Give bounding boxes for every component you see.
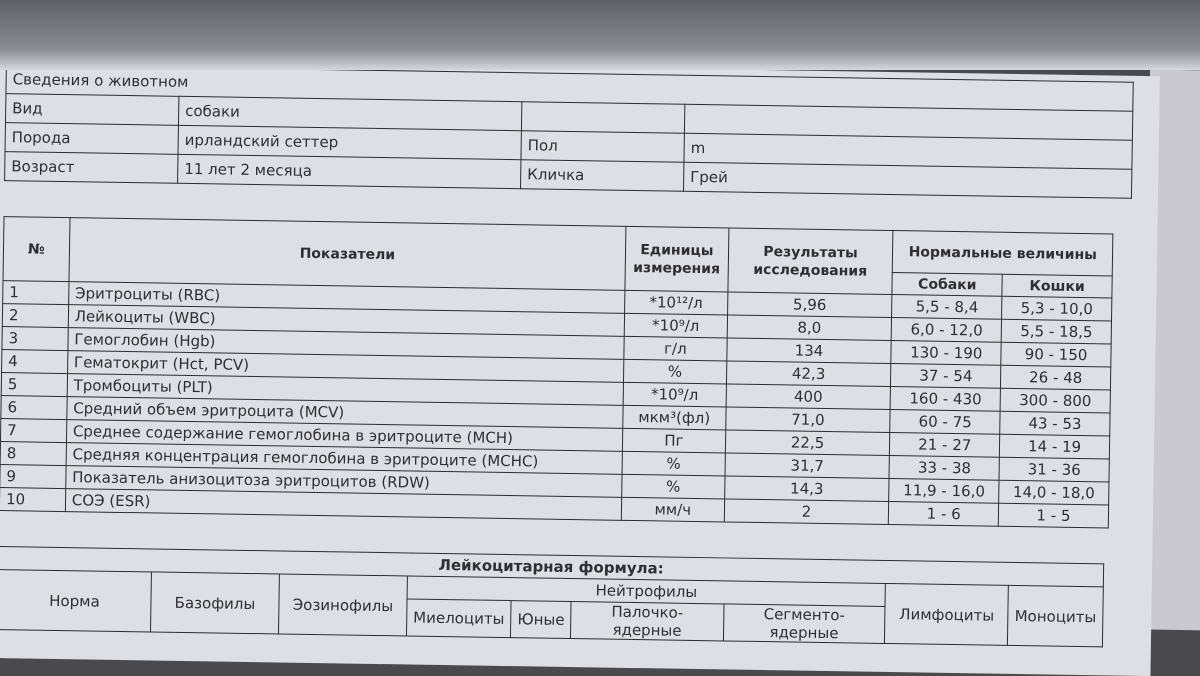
col-neutrophils: Нейтрофилы — [407, 576, 886, 607]
row-number: 3 — [2, 327, 68, 351]
row-norm-dogs: 160 - 430 — [890, 387, 1000, 412]
col-header-results: Результаты исследования — [727, 228, 893, 295]
row-norm-dogs: 130 - 190 — [891, 341, 1001, 366]
row-indicator: Лейкоциты (WBC) — [68, 305, 625, 337]
row-norm-cats: 5,3 - 10,0 — [1002, 296, 1112, 321]
row-norm-dogs: 1 - 6 — [889, 502, 999, 527]
sex-value: m — [684, 133, 1132, 169]
sex-label: Пол — [521, 131, 684, 163]
empty-cell — [521, 102, 684, 134]
row-norm-cats: 26 - 48 — [1001, 365, 1111, 390]
col-header-indicator: Показатели — [69, 218, 626, 291]
row-number: 1 — [3, 281, 69, 305]
row-norm-cats: 5,5 - 18,5 — [1001, 319, 1111, 344]
row-unit: Пг — [623, 428, 726, 453]
row-number: 9 — [0, 465, 66, 489]
breed-value: ирландский сеттер — [178, 125, 521, 159]
row-norm-cats: 14,0 - 18,0 — [999, 480, 1109, 505]
age-label: Возраст — [5, 152, 178, 184]
species-value: собаки — [178, 96, 521, 130]
row-number: 8 — [0, 442, 66, 466]
row-result: 5,96 — [727, 292, 892, 318]
col-lymphocytes: Лимфоциты — [885, 583, 1009, 645]
lab-report-sheet — [0, 58, 1160, 676]
row-unit: *10⁹/л — [623, 382, 726, 407]
row-number: 10 — [0, 488, 66, 512]
row-unit: *10⁹/л — [624, 313, 727, 338]
row-result: 31,7 — [725, 453, 890, 479]
leukocyte-title: Лейкоцитарная формула: — [0, 547, 1104, 587]
col-basophils: Базофилы — [151, 572, 280, 634]
row-result: 22,5 — [725, 430, 890, 456]
row-result: 2 — [724, 499, 889, 525]
row-unit: % — [622, 474, 725, 499]
row-norm-dogs: 5,5 - 8,4 — [892, 295, 1002, 320]
col-header-normal: Нормальные величины — [893, 231, 1113, 276]
col-header-num: № — [3, 217, 70, 282]
col-band: Палочко-ядерные — [571, 602, 724, 641]
row-unit: г/л — [624, 336, 727, 361]
animal-info-header: Сведения о животном — [6, 65, 1133, 112]
blood-test-table — [0, 216, 1113, 528]
row-number: 6 — [1, 396, 67, 420]
row-norm-cats: 1 - 5 — [998, 503, 1108, 528]
row-indicator: СОЭ (ESR) — [65, 489, 622, 521]
row-norm-cats: 43 - 53 — [1000, 411, 1110, 436]
row-number: 2 — [2, 304, 68, 328]
row-number: 5 — [1, 373, 67, 397]
age-value: 11 лет 2 месяца — [178, 154, 521, 188]
animal-info-table — [4, 64, 1134, 199]
row-indicator: Среднее содержание гемоглобина в эритроците (MCH) — [66, 420, 623, 452]
row-unit: % — [622, 451, 725, 476]
row-number: 4 — [2, 350, 68, 374]
col-header-cats: Кошки — [1002, 274, 1112, 298]
col-myelocytes: Миелоциты — [406, 599, 511, 638]
photo-shadow-top — [0, 0, 1200, 70]
row-norm-dogs: 11,9 - 16,0 — [889, 479, 999, 504]
row-norm-dogs: 60 - 75 — [890, 410, 1000, 435]
col-eosinophils: Эозинофилы — [278, 574, 407, 636]
row-unit: мкм³(фл) — [623, 405, 726, 430]
row-result: 71,0 — [725, 407, 890, 433]
row-unit: мм/ч — [621, 497, 724, 522]
breed-label: Порода — [5, 123, 178, 155]
col-monocytes: Моноциты — [1008, 585, 1104, 646]
row-norm-cats: 90 - 150 — [1001, 342, 1111, 367]
row-indicator: Эритроциты (RBC) — [68, 282, 625, 314]
row-result: 42,3 — [726, 361, 891, 387]
row-norm-dogs: 33 - 38 — [889, 456, 999, 481]
row-result: 14,3 — [724, 476, 889, 502]
name-value: Грей — [683, 162, 1131, 198]
row-indicator: Тромбоциты (PLT) — [67, 374, 624, 406]
row-norm-cats: 31 - 36 — [999, 457, 1109, 482]
row-norm-dogs: 6,0 - 12,0 — [892, 318, 1002, 343]
col-norma: Норма — [0, 570, 151, 632]
col-segmented: Сегменто-ядерные — [723, 604, 885, 644]
row-result: 134 — [726, 338, 891, 364]
row-unit: % — [624, 359, 727, 384]
col-header-units: Единицы измерения — [625, 226, 728, 292]
row-result: 400 — [726, 384, 891, 410]
row-norm-cats: 14 - 19 — [1000, 434, 1110, 459]
row-norm-dogs: 37 - 54 — [891, 364, 1001, 389]
row-indicator: Гемоглобин (Hgb) — [68, 328, 625, 360]
row-result: 8,0 — [727, 315, 892, 341]
col-header-dogs: Собаки — [892, 273, 1002, 297]
table-body — [0, 281, 1112, 528]
row-indicator: Средняя концентрация гемоглобина в эритроците (MCHC) — [66, 443, 623, 475]
col-young: Юные — [511, 601, 572, 639]
row-unit: *10¹²/л — [625, 290, 728, 315]
name-label: Кличка — [521, 160, 684, 192]
row-norm-dogs: 21 - 27 — [890, 433, 1000, 458]
row-indicator: Средний объем эритроцита (MCV) — [67, 397, 624, 429]
row-norm-cats: 300 - 800 — [1000, 388, 1110, 413]
row-indicator: Гематокрит (Hct, PCV) — [67, 351, 624, 383]
row-number: 7 — [0, 419, 66, 443]
species-label: Вид — [5, 94, 178, 126]
row-indicator: Показатель анизоцитоза эритроцитов (RDW) — [66, 466, 623, 498]
leukocyte-formula-table — [0, 546, 1104, 647]
